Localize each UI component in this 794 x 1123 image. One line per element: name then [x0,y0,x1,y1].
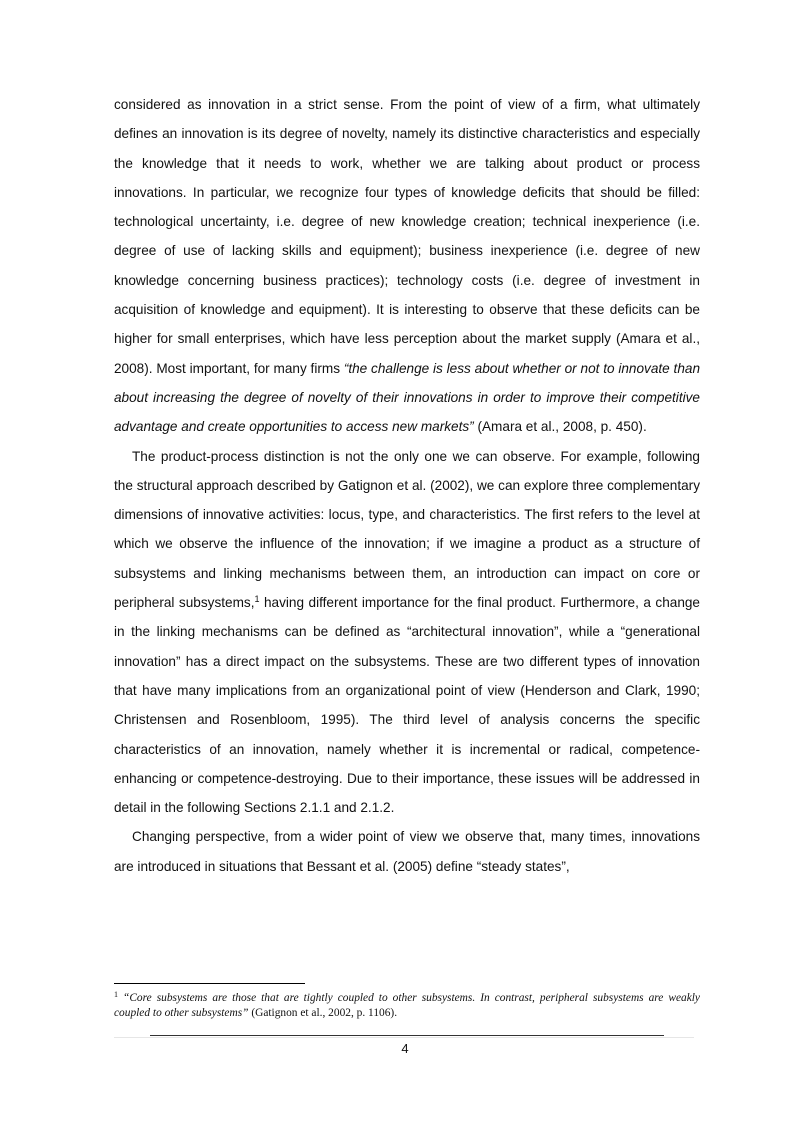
body-text [114,90,700,881]
paragraph-2-text-a: The product-process distinction is not the only one we can observe. For example, following the structural approach described by Gatignon et al. (2002), we can explore three complementary dimensions of innovative activities: locus, type, and characteristics. The first refers to the level at which we observe the influence of the innovation; if we imagine a product as a structure of subsystems and linking mechanisms between them, an introduction can impact on core or peripheral subsystems, [114,448,700,611]
paragraph-1-text-b: (Amara et al., 2008, p. 450). [473,419,647,435]
footnote-citation: (Gatignon et al., 2002, p. 1106). [248,1006,398,1019]
footnote [114,991,700,1020]
footer-shadow-rule [114,1037,694,1038]
footnote-reference[interactable]: 1 [254,594,260,605]
footer-rule [150,1035,664,1036]
footnote-number: 1 [114,990,118,999]
footnote-quote: “Core subsystems are those that are tightly coupled to other subsystems. In contrast, peripheral subsystems are weakly coupled to other subsystems” [114,992,700,1019]
paragraph-2-text-b: having different importance for the final product. Furthermore, a change in the linking mechanisms can be defined as “architectural innovation”, while a “generational innovation” has a direct impact on the subsystems. These are two different types of innovation that have many implications from an organizational point of view (Henderson and Clark, 1990; Christensen and Rosenbloom, 1995). The third level of analysis concerns the specific characteristics of an innovation, namely whether it is incremental or radical, competence-enhancing or competence-destroying. Due to their importance, these issues will be addressed in detail in the following Sections 2.1.1 and 2.1.2. [114,595,700,816]
paragraph-2 [114,442,700,823]
paragraph-1 [114,90,700,442]
paragraph-1-quote: “the challenge is less about whether or not to innovate than about increasing the degree of novelty of their innovations in order to improve their competitive advantage and create opportunities to access new markets” [114,360,700,435]
paragraph-1-text-a: considered as innovation in a strict sense. From the point of view of a firm, what ultimately defines an innovation is its degree of novelty, namely its distinctive characteristics and especially the knowledge that it needs to work, whether we are talking about product or process innovations. In particular, we recognize four types of knowledge deficits that should be filled: technological uncertainty, i.e. degree of new knowledge creation; technical inexperience (i.e. degree of use of lacking skills and equipment); business inexperience (i.e. degree of new knowledge concerning business practices); technology costs (i.e. degree of investment in acquisition of knowledge and equipment). It is interesting to observe that these deficits can be higher for small enterprises, which have less perception about the market supply (Amara et al., 2008). Most important, for many firms [114,97,700,376]
paragraph-3-text: Changing perspective, from a wider point of view we observe that, many times, innovations are introduced in situations that Bessant et al. (2005) define “steady states”, [114,829,700,874]
paragraph-3 [114,822,700,881]
footnote-separator [114,983,305,984]
page-number: 4 [401,1041,409,1056]
